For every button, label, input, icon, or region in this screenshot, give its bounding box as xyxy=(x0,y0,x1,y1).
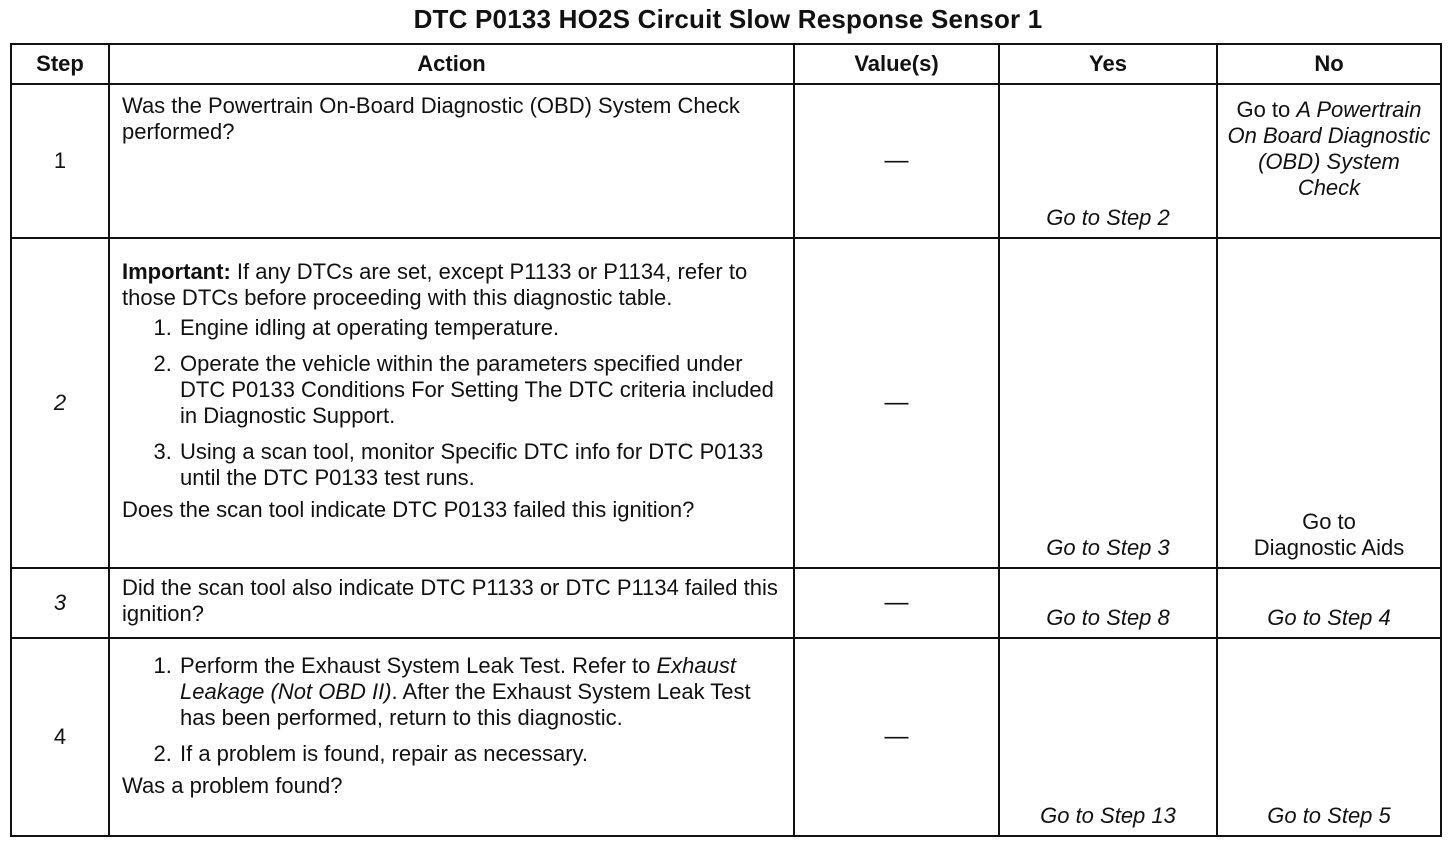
step-number: 4 xyxy=(11,638,109,836)
action-cell xyxy=(109,84,794,238)
action-question: Does the scan tool indicate DTC P0133 failed this ignition? xyxy=(122,497,695,522)
action-text: Was the Powertrain On-Board Diagnostic (OBD) System Check performed? xyxy=(122,93,740,144)
table-row xyxy=(11,84,1441,238)
action-cell xyxy=(109,238,794,568)
list-item-text: . After the Exhaust System Leak Test has been performed, return to this diagnostic. xyxy=(180,679,751,730)
reference-text: Exhaust Leakage (Not OBD II) xyxy=(180,653,736,704)
yes-cell: Go to Step 13 xyxy=(999,638,1217,836)
no-line: Go to xyxy=(1302,509,1356,534)
list-item: 2. Operate the vehicle within the parameters specified under DTC P0133 Conditions For Setting The DTC criteria included in Diagnostic Support. xyxy=(178,351,783,429)
yes-cell: Go to Step 2 xyxy=(999,84,1217,238)
action-text: Did the scan tool also indicate DTC P1133 or DTC P1134 failed this ignition? xyxy=(122,575,778,626)
list-item: 2. If a problem is found, repair as necessary. xyxy=(178,741,783,767)
no-cell: Go to Step 4 xyxy=(1217,568,1441,638)
important-text: If any DTCs are set, except P1133 or P1134, refer to those DTCs before proceeding with this diagnostic table. xyxy=(122,259,748,310)
action-cell xyxy=(109,638,794,836)
no-cell xyxy=(1217,238,1441,568)
value-cell: — xyxy=(794,84,999,238)
yes-cell: Go to Step 8 xyxy=(999,568,1217,638)
no-link-text: A Powertrain On Board Diagnostic (OBD) System Check xyxy=(1227,97,1431,200)
diagnostic-table xyxy=(10,43,1442,837)
header-no: No xyxy=(1217,44,1441,84)
no-prefix: Go to xyxy=(1236,97,1297,122)
value-cell: — xyxy=(794,638,999,836)
value-cell: — xyxy=(794,238,999,568)
header-values: Value(s) xyxy=(794,44,999,84)
page-title: DTC P0133 HO2S Circuit Slow Response Sensor 1 xyxy=(413,4,1043,34)
no-cell: Go to Step 5 xyxy=(1217,638,1441,836)
table-row xyxy=(11,568,1441,638)
step-number: 2 xyxy=(11,238,109,568)
value-cell: — xyxy=(794,568,999,638)
table-row xyxy=(11,238,1441,568)
list-item: 3. Using a scan tool, monitor Specific DTC info for DTC P0133 until the DTC P0133 test runs. xyxy=(178,439,783,491)
action-question: Was a problem found? xyxy=(122,773,343,798)
no-cell xyxy=(1217,84,1441,238)
yes-cell: Go to Step 3 xyxy=(999,238,1217,568)
important-note xyxy=(122,259,783,311)
step-number: 1 xyxy=(11,84,109,238)
action-cell xyxy=(109,568,794,638)
list-item xyxy=(178,653,783,731)
table-row xyxy=(11,638,1441,836)
list-item-text: Perform the Exhaust System Leak Test. Refer to xyxy=(180,653,657,678)
list-item: 1. Engine idling at operating temperature. xyxy=(178,315,783,341)
header-action: Action xyxy=(109,44,794,84)
header-step: Step xyxy=(11,44,109,84)
no-line: Diagnostic Aids xyxy=(1253,535,1405,560)
step-number: 3 xyxy=(11,568,109,638)
step-list xyxy=(122,653,783,767)
table-header-row xyxy=(11,44,1441,84)
important-label: Important: xyxy=(122,259,231,284)
step-list xyxy=(122,315,783,491)
header-yes: Yes xyxy=(999,44,1217,84)
